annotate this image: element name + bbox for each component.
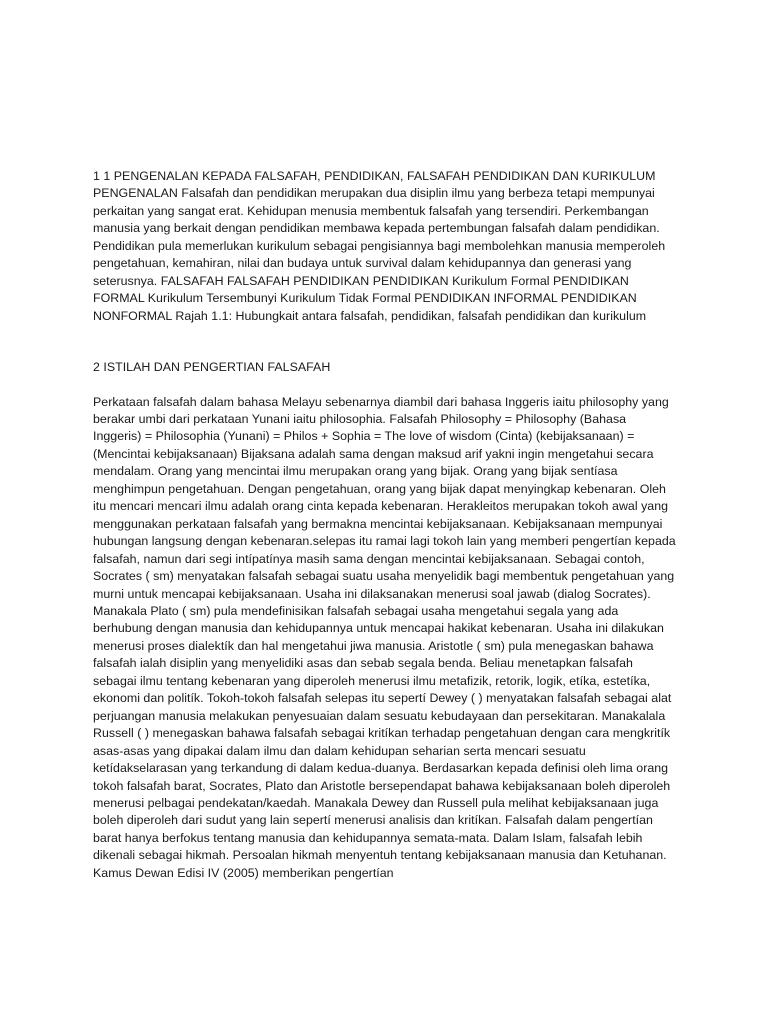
section-2-heading: 2 ISTILAH DAN PENGERTIAN FALSAFAH — [93, 360, 331, 375]
document-content — [93, 168, 677, 882]
section-1-paragraph: 1 1 PENGENALAN KEPADA FALSAFAH, PENDIDIKAN, FALSAFAH PENDIDIKAN DAN KURIKULUM PENGENALAN Falsafah dan pendidikan merupakan dua disiplin ilmu yang berbeza tetapi mempunyai perkaitan yang sangat erat. Kehidupan menusia membentuk falsafah yang tersendiri. Perkembangan manusia yang berkait dengan pendidikan membawa kepada pertembungan falsafah dalam pendidikan. Pendidikan pula memerlukan kurikulum sebagai pengisiannya bagi membolehkan manusia memperoleh pengetahuan, kemahiran, nilai dan budaya untuk survival dalam kehidupannya dan generasi yang seterusnya. FALSAFAH FALSAFAH PENDIDIKAN PENDIDIKAN Kurikulum Formal PENDIDIKAN FORMAL Kurikulum Tersembunyi Kurikulum Tidak Formal PENDIDIKAN INFORMAL PENDIDIKAN NONFORMAL Rajah 1.1: Hubungkait antara falsafah, pendidikan, falsafah pendidikan dan kurikulum — [93, 169, 666, 323]
section-2-paragraph: Perkataan falsafah dalam bahasa Melayu sebenarnya diambil dari bahasa Inggeris iaitu philosophy yang berakar umbi dari perkataan Yunani iaitu philosophia. Falsafah Philosophy = Philosophy (Bahasa Inggeris) = Philosophia (Yunani) = Philos + Sophia = The love of wisdom (Cinta) (kebijaksanaan) = (Mencintai kebijaksanaan) Bijaksana adalah sama dengan maksud arif yakni ingin mengetahui secara mendalam. Orang yang mencintai ilmu merupakan orang yang bijak. Orang yang bijak sentíasa menghimpun pengetahuan. Dengan pengetahuan, orang yang bijak dapat menyingkap kebenaran. Oleh itu mencari mencari ilmu adalah orang cinta kepada kebenaran. Herakleitos merupakan tokoh awal yang menggunakan perkataan falsafah yang bermakna mencintai kebijaksanaan. Kebijaksanaan mempunyai hubungan langsung dengan kebenaran.selepas itu ramai lagi tokoh lain yang memberi pengertían kepada falsafah, namun dari segi intípatínya masih sama dengan mencintai kebijaksanaan. Sebagai contoh, Socrates ( sm) menyatakan falsafah sebagai suatu usaha menyelidik bagi membentuk pengetahuan yang murni untuk mencapai kebijaksanaan. Usaha ini dilaksanakan menerusi soal jawab (dialog Socrates). Manakala Plato ( sm) pula mendefinisikan falsafah sebagai usaha mengetahui segala yang ada berhubung dengan manusia dan kehidupannya untuk mencapai hakikat kebenaran. Usaha ini dilakukan menerusi proses dialektík dan hal mengetahui jiwa manusia. Aristotle ( sm) pula menegaskan bahawa falsafah ialah disiplin yang menyelidiki asas dan sebab segala benda. Beliau menetapkan falsafah sebagai ilmu tentang kebenaran yang diperoleh menerusi ilmu metafizik, retorik, logik, etíka, estetíka, ekonomi dan politík. Tokoh-tokoh falsafah selepas itu sepertí Dewey ( ) menyatakan falsafah sebagai alat perjuangan manusia melakukan penyesuaian dalam sesuatu kebudayaan dan persekitaran. Manakalala Russell ( ) menegaskan bahawa falsafah sebagai kritíkan terhadap pengetahuan dengan cara mengkritík asas-asas yang dipakai dalam ilmu dan dalam kehidupan seharian serta mencari sesuatu ketídakselarasan yang terkandung di dalam kedua-duanya. Berdasarkan kepada definisi oleh lima orang tokoh falsafah barat, Socrates, Plato dan Aristotle bersependapat bahawa kebijaksanaan boleh diperoleh menerusi pelbagai pendekatan/kaedah. Manakala Dewey dan Russell pula melihat kebijaksanaan juga boleh diperoleh dari sudut yang lain sepertí menerusi analisis dan kritíkan. Falsafah dalam pengertían barat hanya berfokus tentang manusia dan kehidupannya semata-mata. Dalam Islam, falsafah lebih dikenali sebagai hikmah. Persoalan hikmah menyentuh tentang kebijaksanaan manusia dan Ketuhanan. Kamus Dewan Edisi IV (2005) memberikan pengertían — [93, 394, 676, 880]
section-spacer — [93, 325, 677, 359]
heading-spacer — [93, 377, 677, 394]
